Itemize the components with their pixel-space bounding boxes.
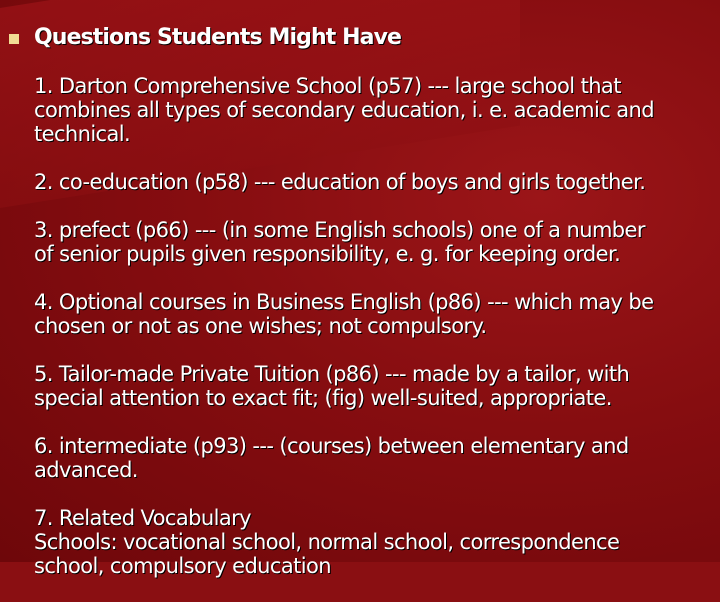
list-item (34, 434, 718, 482)
item-line: 6. intermediate (p93) --- (courses) between elementary and (34, 434, 629, 458)
list-item (34, 218, 718, 266)
item-line: 1. Darton Comprehensive School (p57) --- large school that (34, 74, 621, 98)
item-line: 3. prefect (p66) --- (in some English schools) one of a number (34, 218, 645, 242)
slide-heading: Questions Students Might Have (34, 25, 402, 50)
item-line: of senior pupils given responsibility, e. g. for keeping order. (34, 242, 621, 266)
item-line: technical. (34, 122, 131, 146)
list-item (34, 362, 718, 410)
item-line: 2. co-education (p58) --- education of boys and girls together. (34, 170, 646, 194)
item-line: advanced. (34, 458, 138, 482)
list-item (34, 74, 718, 146)
item-line: special attention to exact fit; (fig) well-suited, appropriate. (34, 386, 612, 410)
item-line: school, compulsory education (34, 554, 331, 578)
item-line: combines all types of secondary education, i. e. academic and (34, 98, 654, 122)
item-line: chosen or not as one wishes; not compulsory. (34, 314, 487, 338)
item-line: 4. Optional courses in Business English (p86) --- which may be (34, 290, 654, 314)
question-list (34, 74, 718, 602)
list-item (34, 290, 718, 338)
item-line: 7. Related Vocabulary (34, 506, 251, 530)
list-item (34, 170, 718, 194)
item-line: 5. Tailor-made Private Tuition (p86) --- made by a tailor, with (34, 362, 630, 386)
square-bullet-icon (9, 34, 19, 44)
list-item (34, 506, 718, 578)
item-line: Schools: vocational school, normal school, correspondence (34, 530, 620, 554)
